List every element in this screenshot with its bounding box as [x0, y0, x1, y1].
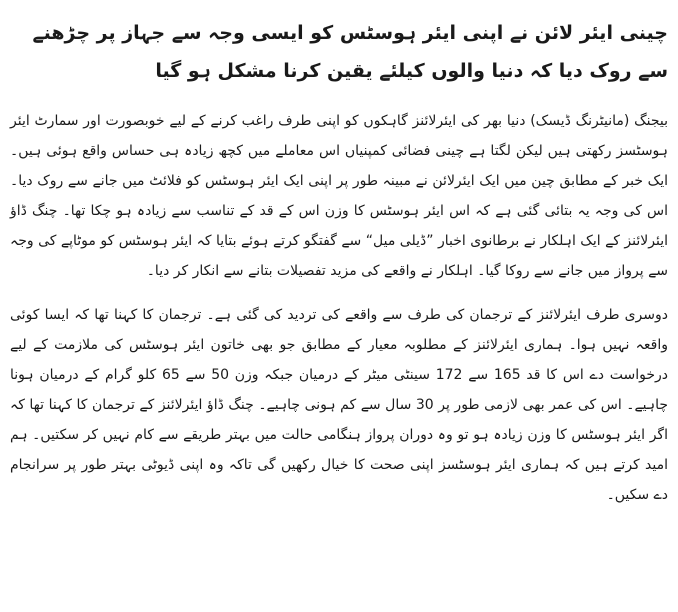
news-article [10, 14, 668, 524]
article-paragraph-2: دوسری طرف ایئرلائنز کے ترجمان کی طرف سے واقعے کی تردید کی گئی ہے۔ ترجمان کا کہنا تھا کہ ایسا کوئی واقعہ نہیں ہوا۔ ہماری ایئرلائنز کے مطلوبہ معیار کے مطابق جو بھی خاتون ایئر ہوسٹس کی ملازمت کے لیے درخواست دے اس کا قد 165 سے 172 سینٹی میٹر کے درمیان جبکہ وزن 50 سے 65 کلو گرام کے درمیان ہونا چاہیے۔ اس کی عمر بھی لازمی طور پر 30 سال سے کم ہونی چاہیے۔ چنگ ڈاؤ ایئرلائنز کے ترجمان کا کہنا تھا کہ اگر ایئر ہوسٹس کا وزن زیادہ ہو تو وہ دوران پرواز ہنگامی حالت میں بہتر طریقے سے کام نہیں کر سکتیں۔ ہم امید کرتے ہیں کہ ہماری ایئر ہوسٹسز اپنی صحت کا خیال رکھیں گی تاکہ وہ اپنی ڈیوٹی بہتر طور پر سرانجام دے سکیں۔ [10, 307, 669, 503]
article-headline: چینی ایئر لائن نے اپنی ایئر ہوسٹس کو ایسی وجہ سے جہاز پر چڑھنے سے روک دیا کہ دنیا والوں کیلئے یقین کرنا مشکل ہو گیا [32, 22, 668, 82]
article-paragraph-1: بیجنگ (مانیٹرنگ ڈیسک) دنیا بھر کی ایئرلائنز گاہکوں کو اپنی طرف راغب کرنے کے لیے خوبصورت اور سمارٹ ایئر ہوسٹسز رکھتی ہیں لیکن لگتا ہے چینی فضائی کمپنیاں اس معاملے میں کچھ زیادہ ہی حساس واقع ہوئی ہیں۔ ایک خبر کے مطابق چین میں ایک ایئرلائن نے مبینہ طور پر اپنی ایک ایئر ہوسٹس کو فلائٹ میں جانے سے روک دیا۔ اس کی وجہ یہ بتائی گئی ہے کہ اس ایئر ہوسٹس کا وزن اس کے قد کے تناسب سے زیادہ ہو چکا تھا۔ چنگ ڈاؤ ایئرلائنز کے ایک اہلکار نے برطانوی اخبار ”ڈیلی میل“ سے گفتگو کرتے ہوئے بتایا کہ ایئر ہوسٹس کو موٹاپے کی وجہ سے پرواز میں جانے سے روکا گیا۔ اہلکار نے واقعے کی مزید تفصیلات بتانے سے انکار کر دیا۔ [10, 113, 668, 279]
